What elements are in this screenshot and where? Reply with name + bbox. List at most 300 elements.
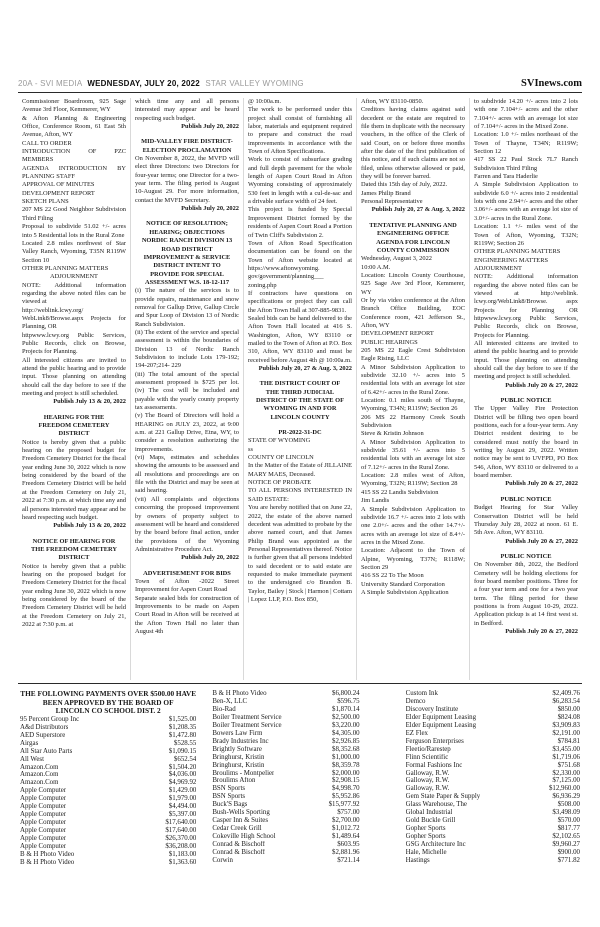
payee-name: Elder Equipment Leasing <box>405 713 477 721</box>
notice-paragraph: 417 SS 22 Paul Stock 7L7 Ranch Subdivision Third Filing <box>474 156 578 172</box>
notice-paragraph: http://weblink.lcwy.org/ WebLink8/Browse.aspx Projects for Planning, OR <box>22 306 126 331</box>
payment-row <box>212 833 359 841</box>
payments-group-1 <box>20 690 196 867</box>
notice-paragraph: INTRODUCTION OF PZC MEMBERS <box>22 148 126 164</box>
payment-amount: $26,370.00 <box>165 835 197 843</box>
payee-name: All West <box>20 755 45 763</box>
payee-name: Apple Computer <box>20 843 67 851</box>
payment-amount: $4,494.00 <box>168 803 197 811</box>
payee-name: Broulims - Montpelier <box>212 769 275 777</box>
payment-row <box>212 785 359 793</box>
payment-amount: $900.00 <box>557 849 580 857</box>
payment-row <box>406 738 580 746</box>
payment-amount: $824.08 <box>557 713 580 721</box>
payment-row <box>20 811 196 819</box>
notice-paragraph: Creditors having claims against said decedent or the estate are required to file them in duplicate with the necessary vouchers, in the office of the Clerk of said Court, on or before three months after the date of the first publication of this notice, and if such claims are not so filed, unless otherwise allowed or paid, they will be forever barred. <box>361 106 465 181</box>
notice-column-2 <box>130 98 243 680</box>
payment-amount: $2,000.00 <box>332 769 360 777</box>
payment-amount: $3,498.09 <box>552 809 580 817</box>
notice-paragraph: ADJOURNMENT <box>50 273 98 281</box>
notice-paragraph: CALL TO ORDER <box>22 139 72 147</box>
notice-paragraph: A Simple Subdivision Application to subdivide 6.0 +/- acres into 2 residential lots with one 2.94+/- acres and the other 3.06+/- acres with an average lot size of 3.0+/- acres in the Rural Zone. <box>474 181 578 222</box>
notice-paragraph: (i) The nature of the services is to provide repairs, maintenance and snow removal for Gallup Drive, Gallup Circle and Spur Loop of Division 13 of Nordic Ranch Subdivision. <box>135 287 239 328</box>
payment-amount: $6,936.29 <box>552 793 580 801</box>
payment-row <box>212 817 359 825</box>
payment-row <box>20 724 196 732</box>
payment-row <box>212 706 359 714</box>
payment-amount: $17,640.00 <box>165 827 197 835</box>
payee-name: Broulims Afton <box>212 777 256 785</box>
notice-heading: TENTATIVE PLANNING AND ENGINEERING OFFICE AGENDA FOR LINCOLN COUNTY COMMISSION <box>369 221 457 254</box>
payment-amount: $6,800.24 <box>332 690 360 697</box>
notice-paragraph: All interested citizens are invited to attend the public hearing and to provide input. Those planning on attending should call the day before to see if the meeting and project is still scheduled. <box>474 339 578 381</box>
notice-paragraph: University Standard Corporation <box>361 580 445 588</box>
notice-paragraph: Afton, WY 83110-0850. <box>361 98 424 105</box>
notice-paragraph: Commissioner Boardroom, 925 Sage Avenue 3rd Floor, Kemmerer, WY <box>22 98 126 114</box>
payment-amount: $12,960.00 <box>548 785 580 793</box>
notice-paragraph: Farren and Tara Haderlie <box>474 173 538 181</box>
payee-name: B & H Photo Video <box>20 858 75 866</box>
notice-column-3 <box>243 98 356 680</box>
payment-amount: $2,700.00 <box>332 817 360 825</box>
payment-row <box>212 770 359 778</box>
notice-paragraph: Wednesday, August 3, 2022 <box>361 255 432 263</box>
notice-column-4 <box>356 98 469 680</box>
payment-amount: $596.75 <box>337 697 360 705</box>
notice-paragraph: Location: 1.1 +/- miles west of the Town of Afton, Wyoming, T32N; R119W; Section 26 <box>474 223 578 247</box>
payment-row <box>212 714 359 722</box>
publish-line: Publish July 13 & 20, 2022 <box>53 522 126 530</box>
notice-paragraph: 205 MS 22 Eagle Crest Subdivision Eagle Rising, LLC <box>361 346 465 363</box>
payment-row <box>406 714 580 722</box>
payment-row <box>406 722 580 730</box>
payment-row <box>406 785 580 793</box>
payment-row <box>406 698 580 706</box>
payment-row <box>212 825 359 833</box>
publish-line: Publish July 20 & 27, 2022 <box>505 627 578 635</box>
payment-row <box>406 730 580 738</box>
notice-paragraph: Steve & Kristin Johnson <box>361 430 424 438</box>
notice-paragraph: The work to be performed under this project shall consist of furnishing all labor, materials and equipment required to prepare and construct the road improvements in accordance with the Town of Afton Specifications. <box>248 106 352 156</box>
payment-row <box>212 841 359 849</box>
notice-heading: PUBLIC NOTICE <box>500 495 552 503</box>
notice-paragraph: httpwww.lcwy.org Public Services, Public Records, click on Browse, Projects for Planning. <box>22 331 126 356</box>
notice-paragraph: Work to consist of subsurface grading and full depth pavement for the whole length of Aspen Court Road in Afton Wyoming consisting of approximately 530 feet in length with a cul-de-sac and a drivable surface width of 24 feet. <box>248 156 352 206</box>
payments-group-3 <box>406 690 580 867</box>
payee-name: Bringhurst, Kristin <box>212 761 265 769</box>
payee-name: All Star Auto Parts <box>20 747 73 755</box>
payee-name: Gold Buckle Grill <box>405 817 456 825</box>
payment-amount: $36,208.00 <box>165 843 197 851</box>
notice-paragraph: PUBLIC HEARINGS <box>361 338 418 346</box>
payment-row <box>406 857 580 865</box>
notice-paragraph: COUNTY OF LINCOLN <box>248 454 314 462</box>
notice-paragraph: STATE OF WYOMING <box>248 437 311 445</box>
payee-name: Apple Computer <box>20 795 67 803</box>
payment-amount: $5,397.00 <box>168 811 197 819</box>
payee-name: Boiler Treatment Service <box>212 713 282 721</box>
payment-amount: $2,191.00 <box>552 729 580 737</box>
payee-name: Cokeville High School <box>212 833 276 841</box>
payment-amount: $1,870.14 <box>332 705 360 713</box>
payee-name: Bush-Wells Sporting <box>212 809 270 817</box>
payments-title-line: THE FOLLOWING PAYMENTS OVER $500.00 HAVE <box>20 690 197 698</box>
payment-row <box>212 690 359 698</box>
notice-paragraph: (v) The Board of Directors will hold a HEARING on JULY 23, 2022, at 9:00 a.m. at 221 Gallup Drive, Etna, WY, to consider a resolution authorizing the improvements. <box>135 412 239 453</box>
payee-name: Amazon.Com <box>20 771 59 779</box>
masthead-location: STAR VALLEY WYOMING <box>205 79 304 88</box>
notice-paragraph: Or by via video conference at the Afton Branch Office Building, EOC Conference room, 421 Jefferson St., Afton, WY <box>361 296 465 329</box>
payee-name: Elder Equipment Leasing <box>405 721 477 729</box>
notice-paragraph: Personal Representative <box>361 198 423 206</box>
payee-name: Corwin <box>212 857 234 865</box>
payment-amount: $1,489.64 <box>332 833 360 841</box>
payment-row <box>212 849 359 857</box>
notice-paragraph: James Philip Brand <box>361 189 411 197</box>
notice-paragraph: ADJOURNMENT <box>474 264 522 272</box>
notice-paragraph: OTHER PLANNING MATTERS <box>474 248 561 256</box>
payment-amount: $1,429.00 <box>168 787 197 795</box>
payment-amount: $1,504.20 <box>168 763 197 771</box>
publish-line: Publish July 20 & 27, 2022 <box>505 381 578 389</box>
publish-line: Publish July 13 & 20, 2022 <box>53 398 126 406</box>
payment-row <box>20 795 196 803</box>
notice-paragraph: SKETCH PLANS <box>22 198 69 206</box>
notice-paragraph: In the Matter of the Estate of JILLAINE MARY MAES, Deceased. <box>248 462 352 478</box>
payment-amount: $5,952.86 <box>332 793 360 801</box>
payment-row <box>212 762 359 770</box>
notice-column-1 <box>18 98 130 680</box>
notice-paragraph: If contractors have questions on specifications or project they can call the Afton Town Hall at 307-885-9831. <box>248 289 352 314</box>
payment-amount: $2,330.00 <box>552 769 580 777</box>
payee-name: Galloway, R.W. <box>405 777 450 785</box>
payment-amount: $2,500.00 <box>332 713 360 721</box>
payment-row <box>212 754 359 762</box>
payment-row <box>20 843 196 851</box>
payment-row <box>406 754 580 762</box>
payment-row <box>212 722 359 730</box>
payment-amount: $1,719.06 <box>552 753 580 761</box>
payee-name: Demco <box>405 697 426 705</box>
payee-name: 95 Percent Group Inc <box>20 715 80 723</box>
notice-paragraph: On November 8, 2022, the MVFD will elect three Directors: two Directors for four-year terms; one Director for a two-year term. The filing period is August 10-August 29. For more information, contact the MVFD Secretary. <box>135 155 239 204</box>
publish-line: Publish July 20 & 27, 2022 <box>505 537 578 545</box>
payment-row <box>20 764 196 772</box>
payee-name: Apple Computer <box>20 835 67 843</box>
notice-paragraph: @ 10:00a.m. <box>248 98 282 105</box>
notice-paragraph: (ii) The extent of the service and special assessment is within the boundaries of Division 13 of Nordic Ranch Subdivision to include Lots 179-192; 194-207;214- 229 <box>135 328 239 370</box>
payment-amount: $1,979.00 <box>168 795 197 803</box>
notice-paragraph: Notice is hereby given that a public hearing on the proposed budget for Freedom Cemetery District for the fiscal year ending June 30, 2022 which is now being considered by the board of the Freedom Cemetery District will be held at the Freedom Cemetery on July 21, 2022 at 7:30 p.m. at which time any and all persons interested may appear and be heard respecting such budget. <box>22 438 126 521</box>
notice-heading: NOTICE OF RESOLUTION; HEARING; OBJECTIONS NORDIC RANCH DIVISION 13 ROAD DISTRICT IMPROVEMENT & SERVICE DISTRICT INTENT TO PROVIDE FOR SPECIAL ASSESSMENT W.S. 18-12-117 <box>141 220 233 286</box>
payment-amount: $1,090.15 <box>168 747 197 755</box>
notice-paragraph: & Afton Planning & Engineering Office, Conference Room, 61 East 5th Avenue, Afton, WY <box>22 114 126 139</box>
payment-amount: $784.81 <box>557 737 580 745</box>
notice-heading: PUBLIC NOTICE <box>500 552 552 560</box>
notice-paragraph: to subdivide 14.20 +/- acres into 2 lots with one 7.104+/- acres and the other 7.104+/- acres with an average lot size of 7.104+/- acres in the Mixed Zone. <box>474 98 578 131</box>
payee-name: Hale, Michelle <box>405 849 447 857</box>
payee-name: AED Superstore <box>20 731 66 739</box>
payee-name: Brady Industries Inc <box>212 737 269 745</box>
section-divider <box>18 683 582 684</box>
payee-name: Gopher Sports <box>405 833 446 841</box>
payment-amount: $1,208.35 <box>168 723 197 731</box>
payment-row <box>20 835 196 843</box>
payment-row <box>406 809 580 817</box>
notice-paragraph: Sealed bids can be hand delivered to the Afton Town Hall located at 416 S. Washington, Afton, WY 83110 or mailed to the Town of Afton at P.O. Box 310, Afton, WY 83110 and must be received before August 4th @ 10:00a.m. <box>248 314 352 364</box>
masthead-left <box>18 79 304 88</box>
payee-name: Flinn Scientific <box>405 753 449 761</box>
payment-amount: $603.95 <box>337 841 360 849</box>
payee-name: Formal Fashions Inc <box>405 761 463 769</box>
payee-name: Ferguson Enterprises <box>405 737 464 745</box>
payment-amount: $1,000.00 <box>332 753 360 761</box>
payment-amount: $2,881.96 <box>332 849 360 857</box>
payee-name: Airgas <box>20 739 39 747</box>
payment-row <box>20 859 196 867</box>
payment-amount: $1,012.72 <box>332 825 360 833</box>
notice-paragraph: Location: Adjacent to the Town of Alpine, Wyoming, T37N; R118W; Section 29 <box>361 547 465 571</box>
payments-title <box>20 690 196 716</box>
payment-row <box>406 706 580 714</box>
notice-paragraph: Notice is hereby given that a public hearing on the proposed budget for Freedom Cemetery District for the fiscal year ending June 30, 2022 which is now being considered by the board of the Freedom Cemetery District will be held at the Freedom Cemetery on July 21, 2022 at 7:30 p.m. at <box>22 562 126 628</box>
payment-row <box>406 770 580 778</box>
notice-paragraph: which time any and all persons interested may appear and be heard respecting such budget. <box>135 98 239 122</box>
issue-date: WEDNESDAY, JULY 20, 2022 <box>87 79 200 88</box>
notice-paragraph: Location: 1.0 +/- miles northeast of the Town of Thayne, T34N; R119W; Section 12 <box>474 131 578 156</box>
notice-paragraph: Jim Landis <box>361 497 390 505</box>
payment-row <box>20 756 196 764</box>
payment-row <box>20 748 196 756</box>
payment-amount: $1,183.00 <box>168 850 197 858</box>
notice-paragraph: NOTE: Additional information regarding the above noted files can be viewed at <box>22 281 126 306</box>
payee-name: Buck'S Bags <box>212 801 248 809</box>
payee-name: Boiler Treatment Service <box>212 721 282 729</box>
payment-row <box>212 777 359 785</box>
payment-row <box>406 825 580 833</box>
payment-amount: $4,305.00 <box>332 729 360 737</box>
payee-name: Cedar Creek Grill <box>212 825 262 833</box>
payment-amount: $751.68 <box>557 761 580 769</box>
notice-heading: PR-2022-31-DC <box>278 429 322 437</box>
notice-paragraph: TO ALL PERSONS INTERESTED IN SAID ESTATE: <box>248 487 352 503</box>
payment-row <box>20 819 196 827</box>
payment-row <box>212 698 359 706</box>
payee-name: GSG Architecture Inc <box>405 841 466 849</box>
notice-paragraph: ss <box>248 445 253 453</box>
notice-paragraph: Town of Afton Road Specification documentation can be found on the Town of Afton website located at https://www.aftonwyoming. gov/government/planning___ zoning.php <box>248 239 352 289</box>
payment-row <box>406 841 580 849</box>
payee-name: Gopher Sports <box>405 825 446 833</box>
payment-row <box>406 746 580 754</box>
payment-row <box>20 740 196 748</box>
payment-row <box>20 803 196 811</box>
page-number-label: 20A - SVI MEDIA <box>18 79 82 88</box>
payee-name: BSN Sports <box>212 793 246 801</box>
notice-heading: THE DISTRICT COURT OF THE THIRD JUDICIAL DISTRICT OF THE STATE OF WYOMING IN AND FOR LINCOLN COUNTY <box>255 380 345 421</box>
payee-name: Conrad & Bischoff <box>212 849 266 857</box>
notice-paragraph: You are hereby notified that on June 22, 2022, the estate of the above named decedent was admitted to probate by the above named court, and that James Philip Brand was appointed as the Personal Representatives thereof. Notice is further given that all persons indebted to said decedent or to said estate are requested to make immediate payment to the undersigned c/o Brandon B. Taylor, Bailey | Stock | Harmon | Cottam | Lopez LLP, P.O. Box 850, <box>248 504 352 603</box>
notice-paragraph: NOTE: Additional information regarding the above noted files can be viewed at http://weblink. lcwy.org/WebLink8/Browse. aspx Projects for Planning OR httpwww.lcwy.org Public Services, Public Records, click on Browse, Projects for Planning. <box>474 273 578 339</box>
payment-row <box>406 762 580 770</box>
payment-amount: $4,036.00 <box>168 771 197 779</box>
notice-paragraph: AGENDA INTRODUCTION BY PLANNING STAFF <box>22 164 126 181</box>
payee-name: Hastings <box>405 857 430 865</box>
notice-paragraph: A Simple Subdivision Application to subdivide 16.7 +/- acres into 2 lots with one 2.0+/- acres and the other 14.7+/- acres with an average lot size of 8.4+/- acres in the Mixed Zone. <box>361 505 465 546</box>
payee-name: Bio-Rad <box>212 705 236 713</box>
payment-row <box>406 777 580 785</box>
payee-name: A&d Distributors <box>20 723 69 731</box>
notice-paragraph: Town of Afton -2022 Street Improvement for Aspen Court Road <box>135 577 239 594</box>
payment-row <box>406 817 580 825</box>
notice-paragraph: (vi) Maps, estimates and schedules showing the amounts to be assessed and all resolutions and proceedings are on file with the District and may be seen at said hearing. <box>135 454 239 495</box>
payee-name: Apple Computer <box>20 811 67 819</box>
payee-name: Bringhurst, Kristin <box>212 753 265 761</box>
payee-name: B & H Photo Video <box>20 850 75 858</box>
payee-name: Discovery Institute <box>405 705 459 713</box>
notice-column-5 <box>469 98 582 680</box>
payment-amount: $771.82 <box>557 857 580 865</box>
payee-name: Gem State Paper & Supply <box>405 793 481 801</box>
payment-row <box>406 801 580 809</box>
notice-paragraph: 206 MS 22 Harmony Creek South Subdivision <box>361 413 465 430</box>
payments-group-2 <box>212 690 359 867</box>
payment-row <box>212 738 359 746</box>
notice-paragraph: Proposal to subdivide 51.02 +/- acres into 5 Residential lots in the Rural Zone <box>22 223 126 239</box>
payment-amount: $6,283.54 <box>552 697 580 705</box>
payment-amount: $9,960.27 <box>552 841 580 849</box>
payment-amount: $4,969.92 <box>168 779 197 787</box>
payment-amount: $817.77 <box>557 825 580 833</box>
masthead <box>18 78 582 93</box>
payment-amount: $1,525.00 <box>168 715 197 723</box>
payment-amount: $721.14 <box>337 857 360 865</box>
payments-table <box>20 690 580 867</box>
payment-row <box>20 771 196 779</box>
notice-paragraph: 10:00 A.M. <box>361 263 391 271</box>
payee-name: Bowers Law Firm <box>212 729 263 737</box>
notice-paragraph: All interested citizens are invited to attend the public hearing and to provide input. Those planning on attending should call the day before to see if the meeting and project is still scheduled. <box>22 356 126 398</box>
payment-row <box>20 787 196 795</box>
payment-row <box>20 827 196 835</box>
legal-notices <box>18 98 582 680</box>
payment-row <box>406 833 580 841</box>
notice-heading: HEARING FOR THE FREEDOM CEMETERY DISTRICT <box>38 413 110 438</box>
notice-paragraph: On November 8th, 2022, the Bedford Cemetery will be holding elections for four board member positions. Three for a four year term and one for a two year term. The filing period for these positions is from August 10-29, 2022. Application pickup is at 14 first west st. in Bedford. <box>474 561 578 627</box>
payment-amount: $15,977.92 <box>328 801 360 809</box>
payment-amount: $7,125.00 <box>552 777 580 785</box>
payment-row <box>20 716 196 724</box>
payee-name: Apple Computer <box>20 827 67 835</box>
payee-name: Apple Computer <box>20 803 67 811</box>
payment-amount: $2,102.65 <box>552 833 580 841</box>
payment-amount: $757.00 <box>337 809 360 817</box>
payment-amount: $2,908.15 <box>332 777 360 785</box>
notice-paragraph: Location: Lincoln County Courthouse, 925 Sage Ave 3rd Floor, Kemmerer, WY <box>361 271 465 296</box>
notice-paragraph: A Minor Subdivision Application to subdivide 32.10 +/- acres into 5 residential lots with an average lot size of 6.42+/- acres in the Rural Zone. <box>361 363 465 396</box>
notice-heading: NOTICE OF HEARING FOR THE FREEDOM CEMETERY DISTRICT <box>30 537 118 562</box>
notice-heading: PUBLIC NOTICE <box>500 397 552 405</box>
payee-name: Conrad & Bischoff <box>212 841 266 849</box>
payee-name: Casper Inn & Suites <box>212 817 269 825</box>
payment-amount: $508.00 <box>557 801 580 809</box>
payment-amount: $3,220.00 <box>332 721 360 729</box>
notice-heading: MID-VALLEY FIRE DISTRICT- ELECTION PROCLAMATION <box>141 138 233 154</box>
notice-paragraph: DEVELOPMENT REPORT <box>22 189 95 197</box>
payment-amount: $8,359.78 <box>332 761 360 769</box>
payment-amount: $528.55 <box>173 739 197 747</box>
payment-row <box>20 851 196 859</box>
publish-line: Publish July 20, 27 & Aug. 3, 2022 <box>258 365 352 372</box>
payee-name: Apple Computer <box>20 787 67 795</box>
notice-paragraph: A Simple Subdivision Application <box>361 588 449 596</box>
payment-amount: $570.00 <box>557 817 580 825</box>
publish-line: Publish July 20, 27 & Aug. 3, 2022 <box>371 206 465 214</box>
notice-paragraph: The Upper Valley Fire Protection District will be filling two open board positions, each for a four-year term. Any District resident desiring to be considered must notify the board in writing by August 29, 2022. Written notice may be sent to UVFPD, PO Box 546, Afton, WY 83110 or delivered to a board member. <box>474 405 578 480</box>
payment-row <box>20 732 196 740</box>
payment-row <box>406 690 580 698</box>
notice-paragraph: Located 2.8 miles northwest of Star Valley Ranch, Wyoming, T35N R119W Section 10 <box>22 239 126 264</box>
payee-name: BSN Sports <box>212 785 246 793</box>
notice-heading: ADVERTISEMENT FOR BIDS <box>143 569 231 577</box>
payee-name: Ben-X, LLC <box>212 697 248 705</box>
payments-title-line: BEEN APPROVED BY THE BOARD OF <box>42 697 174 707</box>
payee-name: EZ Flex <box>405 729 428 737</box>
payee-name: Amazon.Com <box>20 763 59 771</box>
payments-title-line: LINCOLN CO SCHOOL DIST. 2 <box>55 706 161 716</box>
notice-paragraph: 207 MS 22 Good Neighbor Subdivision Third Filing <box>22 206 126 222</box>
payment-amount: $8,352.68 <box>332 745 360 753</box>
payment-amount: $2,409.76 <box>552 690 580 697</box>
payment-amount: $3,909.83 <box>552 721 580 729</box>
payee-name: Custom Ink <box>405 690 438 697</box>
publish-line: Publish July 20, 2022 <box>181 205 239 213</box>
payment-row <box>212 857 359 865</box>
payment-row <box>212 809 359 817</box>
payment-amount: $2,926.85 <box>332 737 360 745</box>
notice-paragraph: 415 SS 22 Landis Subdivision <box>361 488 439 496</box>
payment-row <box>406 849 580 857</box>
payee-name: Apple Computer <box>20 819 67 827</box>
publish-line: Publish July 20, 2022 <box>181 123 239 131</box>
payment-row <box>20 779 196 787</box>
payee-name: Fleetio/Rarestep <box>405 745 451 753</box>
payee-name: Brightly Software <box>212 745 262 753</box>
website-label: SVInews.com <box>521 78 582 89</box>
notice-paragraph: Dated this 15th day of July, 2022. <box>361 181 448 189</box>
publish-line: Publish July 20, 2022 <box>181 554 239 562</box>
payment-amount: $850.00 <box>557 705 580 713</box>
payee-name: Global Industrial <box>405 809 453 817</box>
payment-amount: $1,472.80 <box>168 731 197 739</box>
notice-paragraph: Budget Hearing for Star Valley Conservation District will be held Thursday July 28, 2022 at noon. 61 E. 5th Ave. Afton, WY 83110. <box>474 504 578 537</box>
notice-paragraph: (iii) The total amount of the special assessment proposed is $725 per lot. (iv) The cost will be included and payable with the yearly county property tax assessments. <box>135 370 239 412</box>
notice-paragraph: OTHER PLANNING MATTERS <box>22 264 109 272</box>
payee-name: Glass Warehouse, The <box>405 801 467 809</box>
notice-paragraph: (vii) All complaints and objections concerning the proposed improvement by owners of property subject to assessment will be heard and considered by the board before final action, under the provisions of the Wyoming Administrative Procedure Act. <box>135 495 239 553</box>
notice-paragraph: ENGINEERING MATTERS <box>474 256 549 264</box>
notice-paragraph: DEVELOPMENT REPORT <box>361 330 434 338</box>
payment-amount: $652.54 <box>173 755 197 763</box>
notice-paragraph: NOTICE OF PROBATE <box>248 479 312 487</box>
payee-name: B & H Photo Video <box>212 690 267 697</box>
notice-paragraph: A Minor Subdivision Application to subdivide 35.61 +/- acres into 5 residential lots with an average lot size of 7.12+/- acres in the Rural Zone. <box>361 438 465 471</box>
payment-amount: $3,455.00 <box>552 745 580 753</box>
notice-paragraph: Location: 0.1 miles south of Thayne, Wyoming, T34N; R119W; Section 26 <box>361 397 465 413</box>
payment-row <box>212 746 359 754</box>
notice-paragraph: Location: 2.8 miles west of Afton, Wyoming, T32N; R119W; Section 28 <box>361 472 465 488</box>
payment-amount: $4,998.70 <box>332 785 360 793</box>
